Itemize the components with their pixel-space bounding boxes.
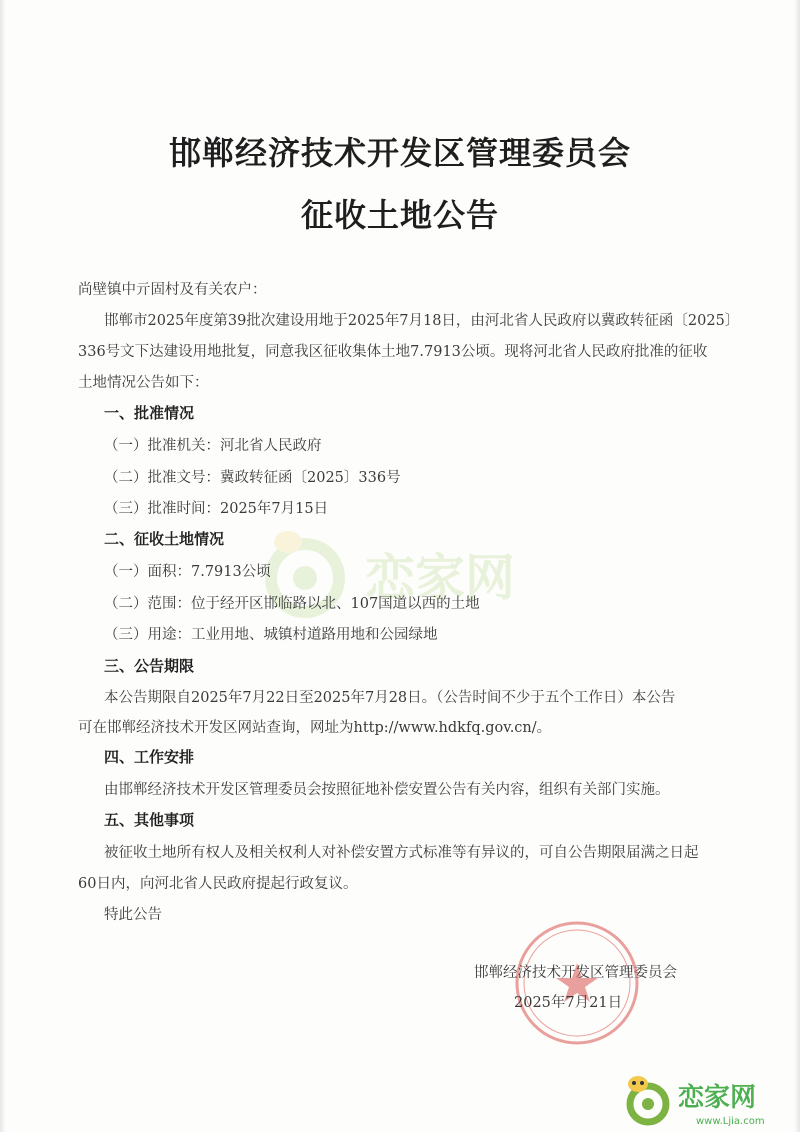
section-item: （二）范围：位于经开区邯临路以北、107国道以西的土地 — [104, 596, 480, 612]
signature-org: 邯郸经济技术开发区管理委员会 — [474, 965, 677, 981]
section-item: （一）批准机关：河北省人民政府 — [104, 438, 322, 454]
section-line: 本公告期限自2025年7月22日至2025年7月28日。（公告时间不少于五个工作日）本公告 — [104, 690, 676, 706]
intro-line: 土地情况公告如下： — [78, 375, 209, 391]
section-heading: 二、征收土地情况 — [104, 530, 225, 548]
salutation: 尚壁镇中亓固村及有关农户： — [78, 282, 267, 298]
section-line: 可在邯郸经济技术开发区网站查询，网址为http://www.hdkfq.gov.cn/。 — [78, 720, 552, 736]
intro-line: 邯郸市2025年度第39批次建设用地于2025年7月18日，由河北省人民政府以冀政转征函〔2025〕 — [104, 313, 740, 329]
ljia-watermark — [250, 520, 550, 630]
logo-text: 恋家网 — [678, 1083, 757, 1113]
section-item: （一）面积：7.7913公顷 — [104, 564, 271, 580]
watermark-text: 恋家网 — [365, 549, 515, 607]
closing-text: 特此公告 — [104, 907, 162, 923]
document-subtitle: 征收土地公告 — [300, 196, 499, 234]
signature-date: 2025年7月21日 — [514, 995, 623, 1011]
section-heading: 三、公告期限 — [104, 657, 195, 675]
section-heading: 四、工作安排 — [104, 748, 195, 766]
section-heading: 一、批准情况 — [104, 404, 195, 422]
section-line: 被征收土地所有权人及相关权利人对补偿安置方式标准等有异议的，可自公告期限届满之日起 — [104, 845, 699, 861]
official-seal — [512, 918, 642, 1048]
section-item: （二）批准文号：冀政转征函〔2025〕336号 — [104, 470, 401, 486]
section-heading: 五、其他事项 — [104, 811, 195, 829]
snail-logo-icon — [628, 1076, 666, 1122]
section-item: （三）用途：工业用地、城镇村道路用地和公园绿地 — [104, 627, 438, 643]
intro-line: 336号文下达建设用地批复，同意我区征收集体土地7.7913公顷。现将河北省人民政府批准的征收 — [78, 344, 708, 360]
logo-site: www.Ljia.com — [696, 1116, 765, 1127]
ljia-logo — [620, 1070, 790, 1130]
section-item: （三）批准时间：2025年7月15日 — [104, 501, 329, 517]
section-line: 由邯郸经济技术开发区管理委员会按照征地补偿安置公告有关内容，组织有关部门实施。 — [104, 782, 670, 798]
document-title: 邯郸经济技术开发区管理委员会 — [168, 134, 631, 172]
section-line: 60日内，向河北省人民政府提起行政复议。 — [78, 876, 358, 892]
